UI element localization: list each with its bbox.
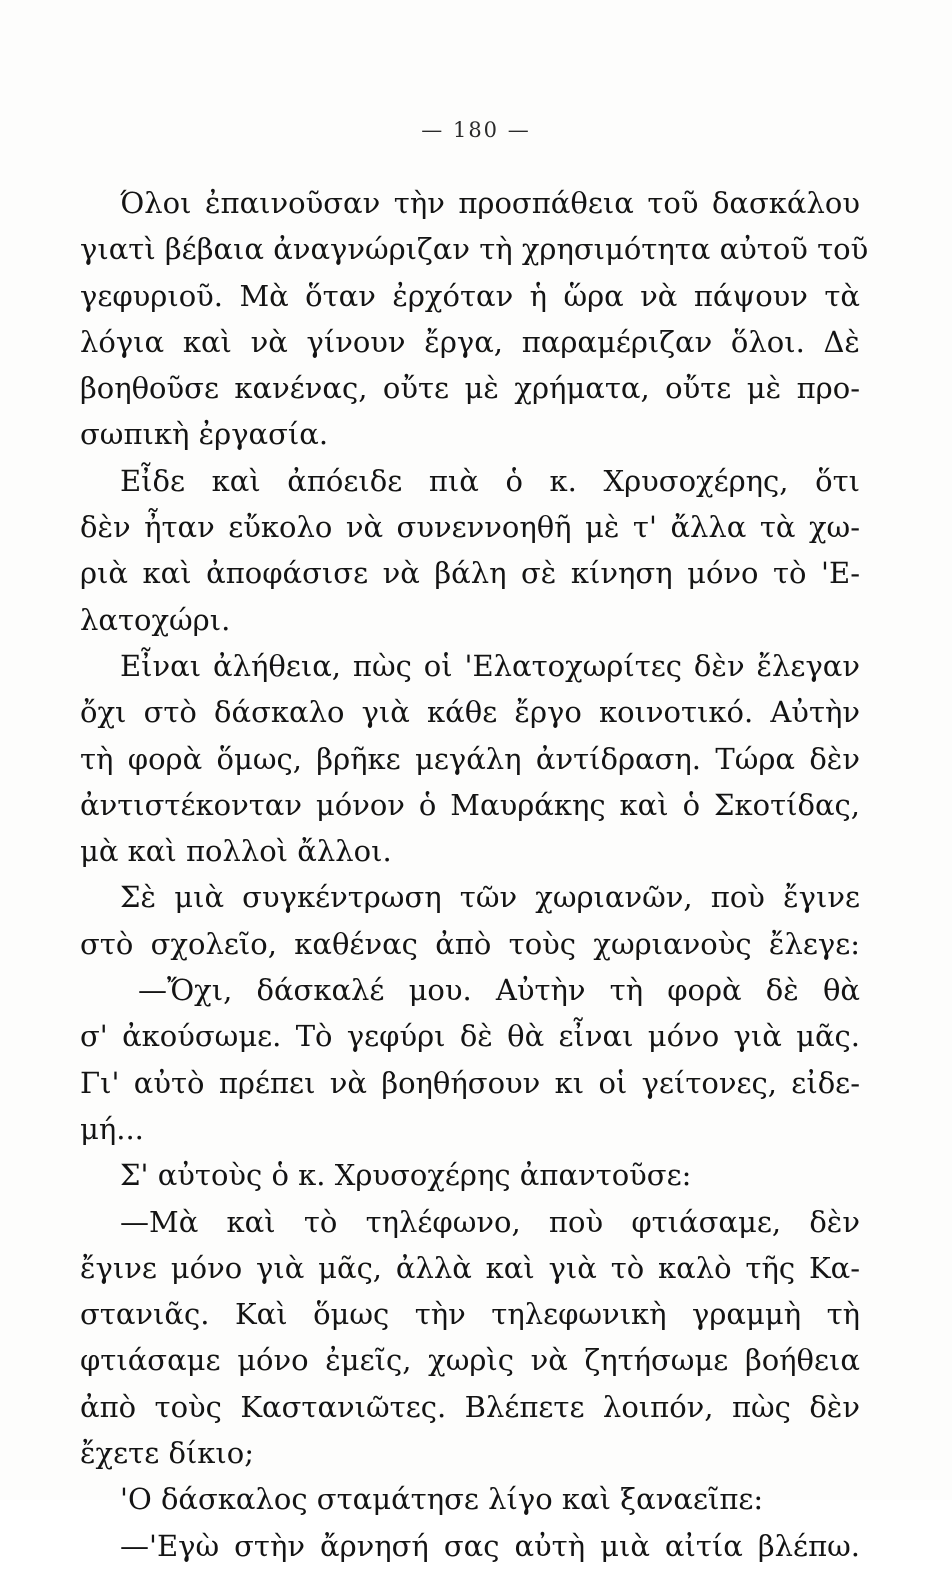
text-line: ἔγινε μόνο γιὰ μᾶς, ἀλλὰ καὶ γιὰ τὸ καλὸ τῆς Κα- (80, 1250, 860, 1285)
text-line: δὲν ἦταν εὔκολο νὰ συνεννοηθῆ μὲ τ' ἄλλα τὰ χω- (80, 510, 860, 545)
text-line: ριὰ καὶ ἀποφάσισε νὰ βάλη σὲ κίνηση μόνο τὸ 'Ε- (80, 556, 860, 591)
text-line: Σ' αὐτοὺς ὁ κ. Χρυσοχέρης ἀπαντοῦσε: (120, 1158, 692, 1193)
text-line: λατοχώρι. (80, 602, 231, 637)
text-line: σωπικὴ ἐργασία. (80, 417, 329, 452)
text-line: —Ὄχι, δάσκαλέ μου. Αὐτὴν τὴ φορὰ δὲ θὰ (138, 973, 860, 1008)
text-line: μή... (80, 1111, 144, 1146)
text-line: ὄχι στὸ δάσκαλο γιὰ κάθε ἔργο κοινοτικό. Αὐτὴν (80, 695, 860, 730)
text-line: γιατὶ βέβαια ἀναγνώριζαν τὴ χρησιμότητα αὐτοῦ τοῦ (80, 232, 869, 267)
text-line: 'Ο δάσκαλος σταμάτησε λίγο καὶ ξαναεῖπε: (120, 1482, 764, 1517)
text-line: Γι' αὐτὸ πρέπει νὰ βοηθήσουν κι οἱ γείτονες, εἰδε- (80, 1065, 860, 1100)
text-line: Εἶδε καὶ ἀπόειδε πιὰ ὁ κ. Χρυσοχέρης, ὅτι (120, 463, 860, 498)
text-line: σ' ἀκούσωμε. Τὸ γεφύρι δὲ θὰ εἶναι μόνο γιὰ μᾶς. (80, 1019, 860, 1054)
text-line: Εἶναι ἀλήθεια, πὼς οἱ 'Ελατοχωρίτες δὲν ἔλεγαν (120, 648, 860, 683)
text-line: τὴ φορὰ ὅμως, βρῆκε μεγάλη ἀντίδραση. Τώρα δὲν (80, 741, 860, 776)
text-line: Σὲ μιὰ συγκέντρωση τῶν χωριανῶν, ποὺ ἔγινε (120, 880, 860, 915)
body-text (80, 180, 869, 1569)
text-line: —'Εγὼ στὴν ἄρνησή σας αὐτὴ μιὰ αἰτία βλέπω. (120, 1528, 860, 1563)
text-line: φτιάσαμε μόνο ἐμεῖς, χωρὶς νὰ ζητήσωμε βοήθεια (80, 1343, 860, 1378)
text-line: —Μὰ καὶ τὸ τηλέφωνο, ποὺ φτιάσαμε, δὲν (120, 1204, 860, 1239)
text-line: ἀπὸ τοὺς Καστανιῶτες. Βλέπετε λοιπόν, πὼς δὲν (80, 1389, 860, 1424)
text-line: στανιᾶς. Καὶ ὅμως τὴν τηλεφωνικὴ γραμμὴ τὴ (80, 1297, 860, 1332)
text-line: ἀντιστέκονταν μόνον ὁ Μαυράκης καὶ ὁ Σκοτίδας, (80, 787, 860, 822)
text-line: ἔχετε δίκιο; (80, 1436, 254, 1471)
text-line: λόγια καὶ νὰ γίνουν ἔργα, παραμέριζαν ὅλοι. Δὲ (80, 324, 860, 359)
text-line: βοηθοῦσε κανένας, οὔτε μὲ χρήματα, οὔτε μὲ προ- (80, 371, 860, 406)
text-line: στὸ σχολεῖο, καθένας ἀπὸ τοὺς χωριανοὺς ἔλεγε: (80, 926, 860, 961)
text-line: γεφυριοῦ. Μὰ ὅταν ἐρχόταν ἡ ὥρα νὰ πάψουν τὰ (80, 278, 860, 313)
text-line: Όλοι ἐπαινοῦσαν τὴν προσπάθεια τοῦ δασκάλου (120, 186, 860, 220)
text-line: μὰ καὶ πολλοὶ ἄλλοι. (80, 834, 392, 869)
page-number: — 180 — (421, 118, 531, 142)
